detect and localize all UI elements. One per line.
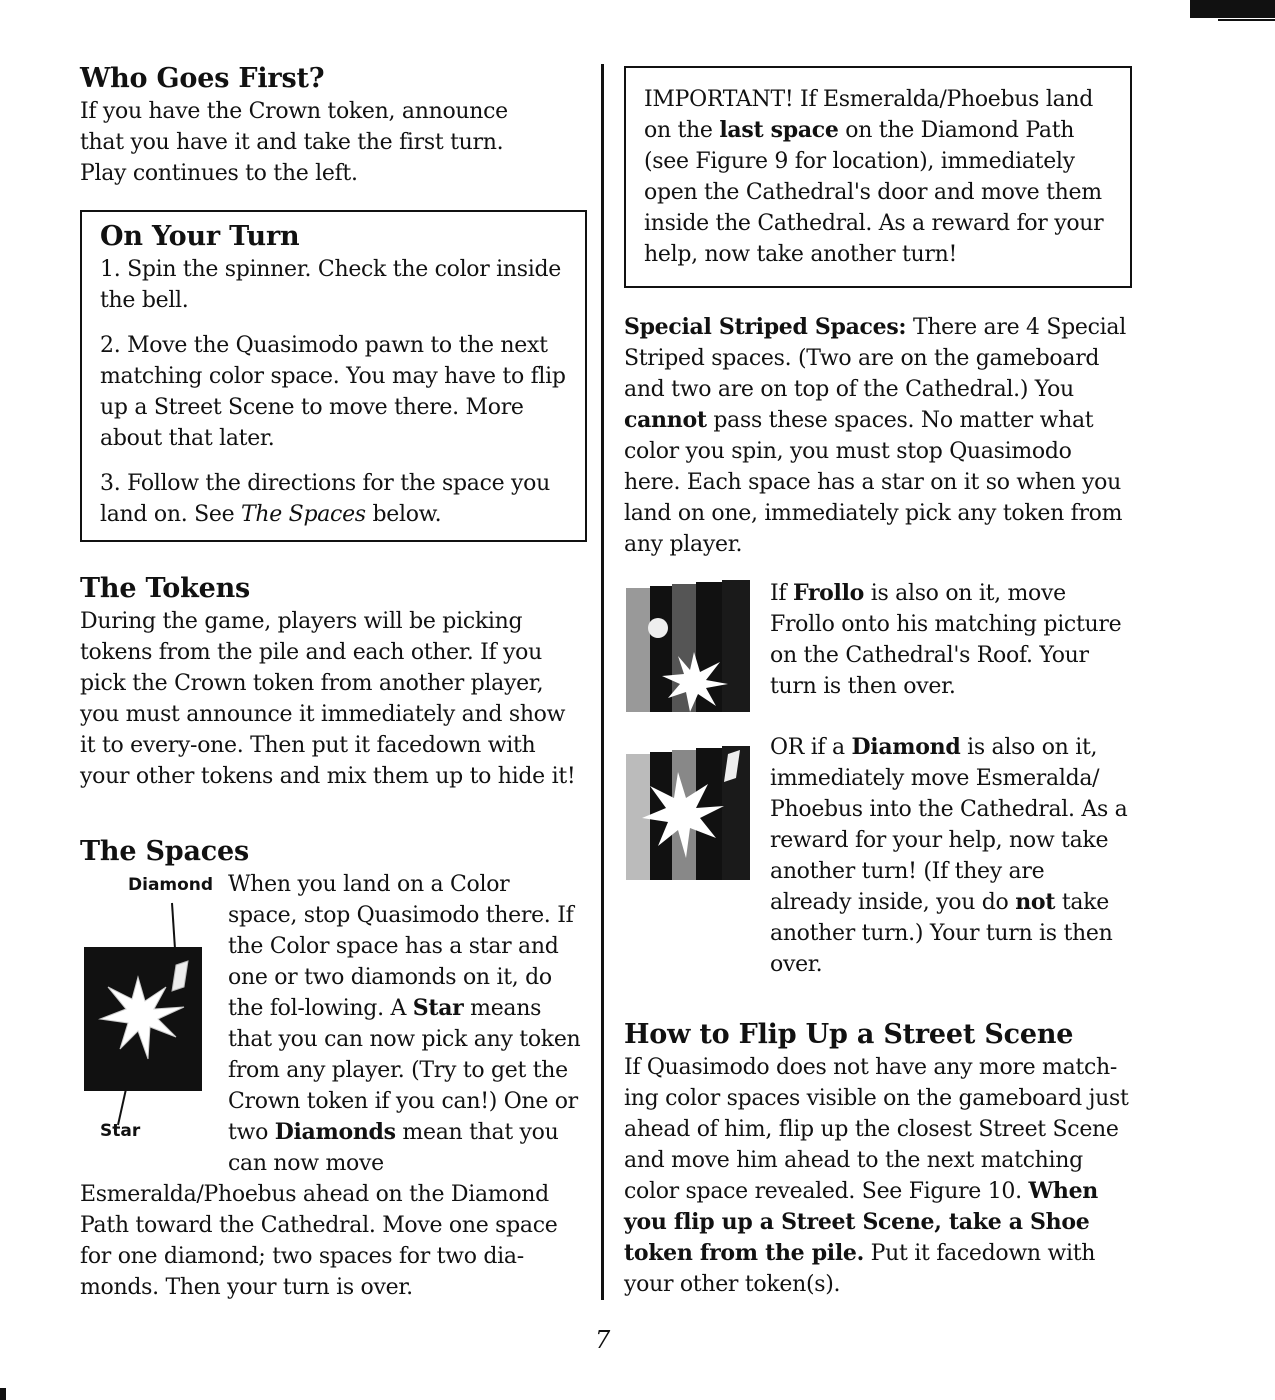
special-striped-heading: Special Striped Spaces:	[624, 314, 907, 340]
spaces-text-part: means that you can now pick any token from any player. (Try to get the Crown token if you can!) One or two	[228, 996, 581, 1145]
corner-crop-line	[1218, 19, 1275, 21]
striped-text-part: pass these spaces. No matter what color you spin, you must stop Quasimodo here. Each space has a star on it so when you land on one, immediately pick any token from any player.	[624, 408, 1123, 557]
important-text-part: on the Diamond Path (see Figure 9 for location), immediately open the Cathedral's door and move them inside the Cathedral. As a reward for your help, now take another turn!	[644, 118, 1104, 267]
flip-street-scene-text	[624, 1052, 1132, 1300]
frollo-face-icon	[648, 618, 668, 638]
turn-step-1: 1. Spin the spinner. Check the color inside the bell.	[100, 257, 561, 313]
important-text	[644, 84, 1114, 270]
special-striped-text	[624, 312, 1132, 560]
tokens-text: During the game, players will be picking tokens from the pile and each other. If you pick the Crown token from another player, you must announce it immediately and show it to every-one. Then put it facedown with your other tokens and mix them up to hide it!	[80, 609, 576, 789]
who-line: Play continues to the left.	[80, 161, 358, 186]
diamond-keyword: Diamond	[851, 734, 961, 760]
diamond-label: Diamond	[128, 875, 214, 895]
on-your-turn-title: On Your Turn	[100, 221, 300, 252]
left-crop-mark	[0, 1388, 6, 1400]
turn-step-3	[100, 468, 569, 530]
cannot-keyword: cannot	[624, 407, 707, 433]
frollo-striped-figure	[624, 578, 770, 718]
stripe	[650, 586, 672, 712]
the-spaces-reference: The Spaces	[241, 502, 366, 527]
color-space-diagram	[80, 869, 228, 1159]
diamond-striped-block	[624, 732, 1132, 980]
star-pointer-line	[118, 1089, 126, 1125]
who-line: that you have it and take the first turn.	[80, 130, 504, 155]
star-keyword: Star	[412, 995, 464, 1021]
important-box	[624, 66, 1132, 288]
spaces-title: The Spaces	[80, 836, 249, 867]
tokens-section	[80, 572, 585, 792]
page-number: 7	[595, 1326, 611, 1354]
left-column	[80, 62, 585, 1303]
diamond-pointer-line	[172, 903, 175, 949]
on-your-turn-box	[80, 210, 587, 542]
frollo-striped-block	[624, 578, 1132, 718]
spaces-text-part: When you land on a Color space, stop Quasimodo there. If the Color space has a star and one or two diamonds on it, do the fol-lowing. A	[228, 872, 574, 1021]
flip-street-scene-section	[624, 1018, 1132, 1300]
frollo-text-part: is also on it, move Frollo onto his matching picture on the Cathedral's Roof. Your turn is then over.	[770, 581, 1122, 699]
frollo-striped-space-image	[624, 578, 754, 714]
corner-crop-mark	[1190, 0, 1275, 18]
right-column	[624, 66, 1132, 1300]
who-goes-first-title: Who Goes First?	[80, 63, 325, 94]
step3-text: 3. Follow the directions for the space you land on. See	[100, 471, 550, 527]
not-keyword: not	[1015, 889, 1056, 915]
column-divider	[601, 64, 604, 1300]
flip-street-scene-title: How to Flip Up a Street Scene	[624, 1019, 1074, 1050]
tokens-title: The Tokens	[80, 573, 251, 604]
diamond-text-part: OR if a	[770, 735, 852, 760]
important-text-part: IMPORTANT! If Esmeralda/Phoebus land on the	[644, 87, 1094, 143]
diamonds-keyword: Diamonds	[274, 1119, 396, 1145]
who-goes-first-text	[80, 96, 585, 189]
flip-text-part: If Quasimodo does not have any more match-ing color spaces visible on the gameboard just ahead of him, flip up the closest Street Scene and move him ahead to the next matching color space revealed. See Figure 10.	[624, 1055, 1129, 1204]
flip-bold-instruction: When you flip up a Street Scene, take a Shoe token from the pile.	[624, 1178, 1098, 1266]
turn-step-2: 2. Move the Quasimodo pawn to the next matching color space. You may have to flip up a Street Scene to move there. More about that later.	[100, 333, 566, 451]
spaces-section	[80, 835, 585, 1303]
star-label: Star	[100, 1121, 141, 1141]
stripe	[722, 580, 750, 712]
last-space-keyword: last space	[719, 117, 839, 143]
diamond-text-part: take another turn.) Your turn is then over.	[770, 890, 1113, 977]
diamond-text-part: is also on it, immediately move Esmeralda/ Phoebus into the Cathedral. As a reward for your help, now take another turn! (If they are already inside, you do	[770, 735, 1128, 915]
color-space-figure	[80, 869, 228, 1159]
step3-text-end: below.	[365, 502, 442, 527]
striped-text-part: There are 4 Special Striped spaces. (Two are on the gameboard and two are on top of the Cathedral.) You	[624, 315, 1126, 402]
diamond-striped-figure	[624, 732, 770, 952]
spaces-text-part: mean that you can now move Esmeralda/Phoebus ahead on the Diamond Path toward the Cathedral. Move one space for one diamond; two spaces for two dia-monds. Then your turn is over.	[80, 1120, 559, 1300]
frollo-text-part: If	[770, 581, 793, 606]
stripe	[626, 588, 650, 712]
who-line: If you have the Crown token, announce	[80, 99, 508, 124]
diamond-striped-space-image	[624, 744, 754, 894]
frollo-keyword: Frollo	[792, 580, 865, 606]
flip-text-part: Put it facedown with your other token(s).	[624, 1241, 1096, 1297]
